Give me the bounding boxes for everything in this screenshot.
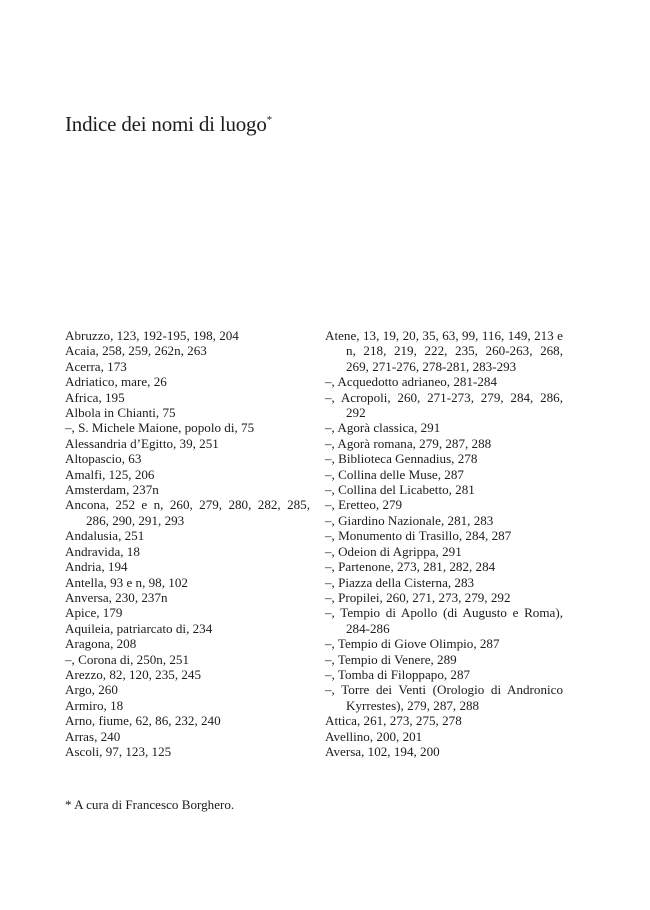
index-entry: –, Tempio di Apollo (di Augusto e Roma), 284-286 [325, 605, 563, 636]
index-entry: Ascoli, 97, 123, 125 [65, 743, 172, 759]
index-entry: –, Partenone, 273, 281, 282, 284 [325, 559, 496, 575]
index-entry: –, Acropoli, 260, 271-273, 279, 284, 286, 292 [325, 389, 563, 421]
footnote: * A cura di Francesco Borghero. [65, 797, 235, 812]
index-entry: Amalfi, 125, 206 [65, 466, 155, 482]
index-entry: Abruzzo, 123, 192-195, 198, 204 [65, 328, 239, 343]
index-entry: Altopascio, 63 [65, 451, 142, 467]
index-entry: Albola in Chianti, 75 [65, 405, 176, 421]
index-entry: Andalusia, 251 [65, 528, 145, 544]
index-entry: –, Monumento di Trasillo, 284, 287 [325, 528, 512, 544]
index-entry: –, Acquedotto adrianeo, 281-284 [325, 374, 497, 390]
index-entry: –, S. Michele Maione, popolo di, 75 [65, 420, 255, 436]
index-entry: –, Piazza della Cisterna, 283 [325, 574, 475, 590]
index-entry: Arezzo, 82, 120, 235, 245 [65, 666, 202, 682]
index-entry: Adriatico, mare, 26 [65, 374, 167, 390]
index-entry: Acerra, 173 [65, 358, 127, 374]
index-entry: –, Torre dei Venti (Orologio di Andronico Kyrrestes), 279, 287, 288 [325, 682, 563, 713]
index-entry: Alessandria d’Egitto, 39, 251 [65, 435, 219, 451]
index-entry: –, Agorà romana, 279, 287, 288 [325, 435, 492, 451]
index-entry: Arras, 240 [65, 728, 121, 744]
index-entry: Andravida, 18 [65, 543, 140, 559]
index-entry: Aquileia, patriarcato di, 234 [65, 620, 213, 636]
index-entry: –, Tempio di Venere, 289 [325, 651, 457, 667]
index-entry: Ancona, 252 e n, 260, 279, 280, 282, 285, 286, 290, 291, 293 [65, 497, 310, 528]
index-entry: Andria, 194 [65, 559, 128, 575]
title-text: Indice dei nomi di luogo [65, 112, 267, 136]
index-entry: Anversa, 230, 237n [65, 589, 168, 605]
index-column-right [325, 328, 563, 759]
index-entry: –, Corona di, 250n, 251 [65, 651, 190, 667]
index-entry: Amsterdam, 237n [65, 482, 159, 498]
index-entry: Avellino, 200, 201 [325, 728, 423, 744]
index-entry: Apice, 179 [65, 605, 123, 621]
index-entry: –, Biblioteca Gennadius, 278 [325, 451, 478, 467]
index-entry: –, Odeion di Agrippa, 291 [325, 543, 462, 559]
index-entry: Antella, 93 e n, 98, 102 [65, 574, 188, 590]
page-title [65, 112, 272, 137]
index-entry: Argo, 260 [65, 682, 118, 698]
index-entry: Aragona, 208 [65, 636, 137, 652]
index-entry: –, Eretteo, 279 [325, 497, 403, 513]
index-entry: Attica, 261, 273, 275, 278 [325, 713, 462, 729]
index-entry: Aversa, 102, 194, 200 [325, 743, 440, 759]
index-entry: Africa, 195 [65, 389, 125, 405]
index-entry: –, Tomba di Filoppapo, 287 [325, 666, 471, 682]
index-column-left [65, 328, 310, 759]
index-entry: Acaia, 258, 259, 262n, 263 [65, 343, 207, 359]
index-entry: Atene, 13, 19, 20, 35, 63, 99, 116, 149, 213 e n, 218, 219, 222, 235, 260-263, 268, 269, 271-276, 278-281, 283-293 [325, 328, 563, 374]
index-entry: –, Agorà classica, 291 [325, 420, 441, 436]
index-entry: –, Giardino Nazionale, 281, 283 [325, 512, 494, 528]
index-entry: Armiro, 18 [65, 697, 124, 713]
index-entry: –, Collina del Licabetto, 281 [325, 482, 475, 498]
index-entry: –, Tempio di Giove Olimpio, 287 [325, 636, 500, 652]
index-entry: –, Collina delle Muse, 287 [325, 466, 464, 482]
index-entry: Arno, fiume, 62, 86, 232, 240 [65, 713, 221, 729]
index-entry: –, Propilei, 260, 271, 273, 279, 292 [325, 589, 511, 605]
title-footnote-mark: * [266, 114, 272, 126]
